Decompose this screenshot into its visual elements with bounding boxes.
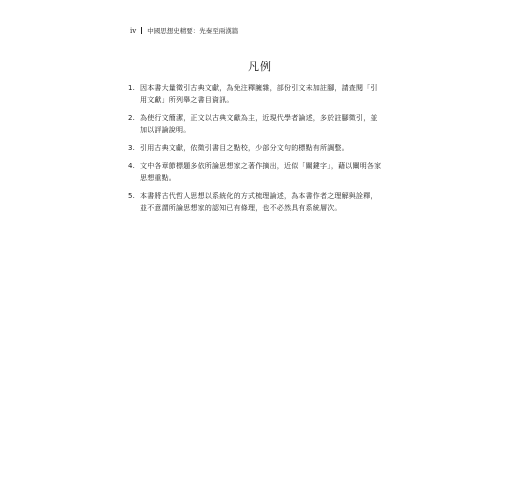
note-text: 因本書大量徵引古典文獻，為免注釋臃雜，部份引文未加註腳，請查閱「引用文獻」所列舉之書目資訊。 [140, 84, 378, 104]
running-title: 中國思想史精要：先秦至兩漢篇 [147, 27, 239, 35]
note-item [128, 142, 384, 154]
notes-list [128, 82, 384, 220]
header-divider [141, 27, 142, 34]
note-text: 為使行文簡潔，正文以古典文獻為主，近現代學者論述，多於註腳徵引，並加以評論說明。 [140, 114, 378, 134]
note-number: 3. [128, 144, 136, 152]
page-number: iv [130, 26, 137, 35]
note-number: 5. [128, 192, 136, 200]
note-number: 2. [128, 114, 136, 122]
note-text: 文中各章節標題多依所論思想家之著作摘出，近似「關鍵字」，藉以闡明各家思想重點。 [140, 162, 382, 182]
note-item [128, 112, 384, 136]
note-item [128, 160, 384, 184]
note-number: 1. [128, 84, 136, 92]
note-item [128, 82, 384, 106]
running-header [130, 26, 238, 35]
page-title: 凡例 [248, 60, 272, 73]
note-text: 引用古典文獻，依徵引書目之點校，少部分文句的標點有所調整。 [140, 144, 349, 152]
note-text: 本書將古代哲人思想以系統化的方式梳理論述，為本書作者之理解與詮釋，並不意謂所論思想家的認知已有條理，也不必然具有系統層次。 [140, 192, 378, 212]
note-number: 4. [128, 162, 136, 170]
note-item [128, 190, 384, 214]
